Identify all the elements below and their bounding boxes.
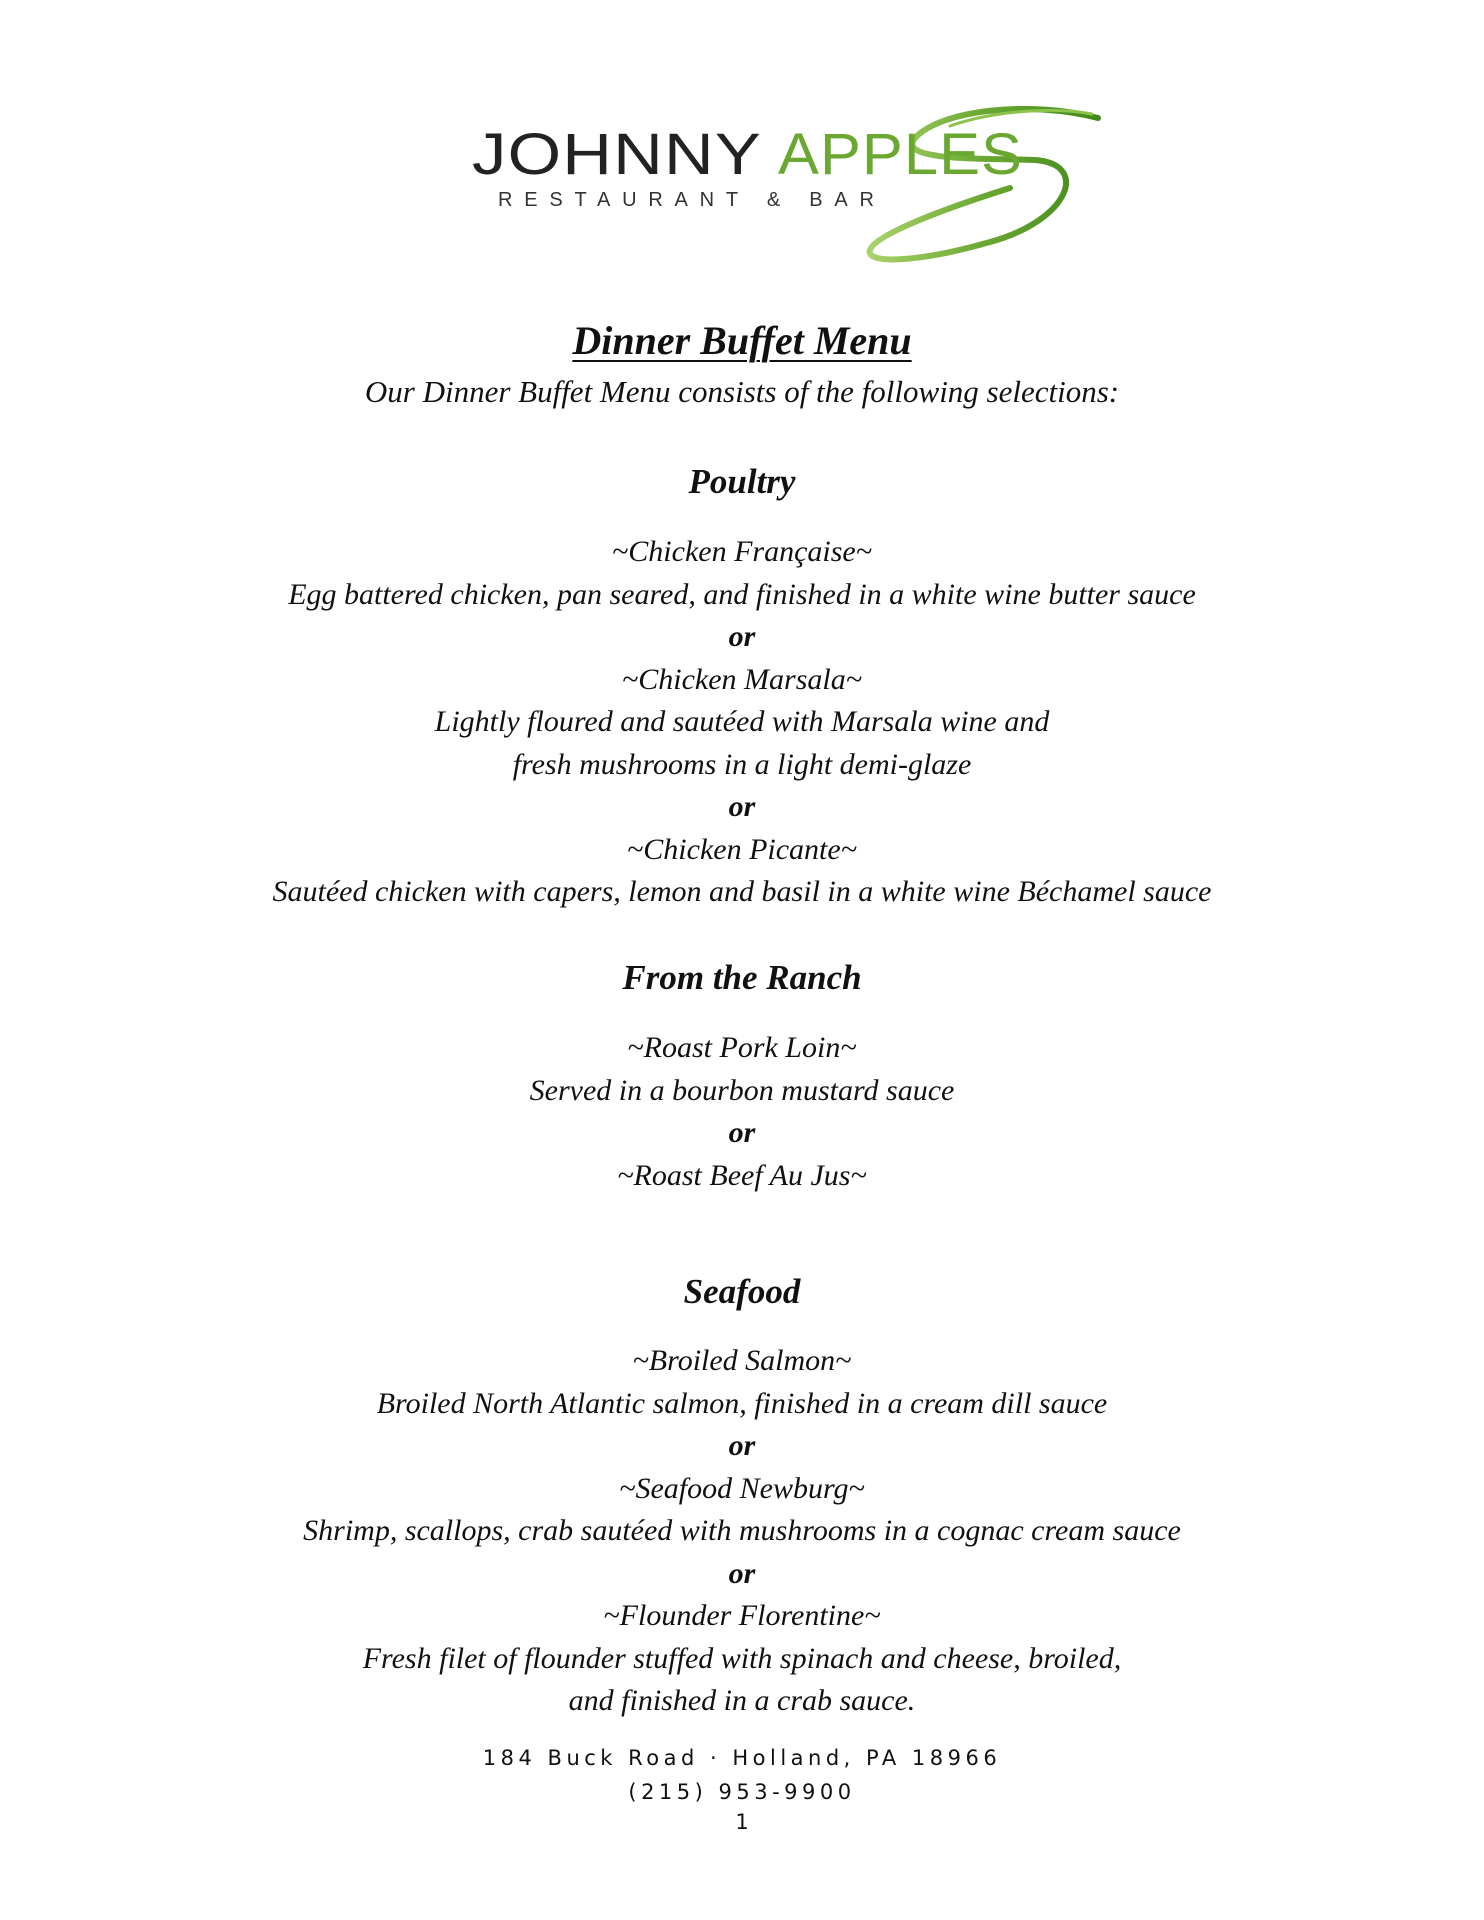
section-heading-seafood: Seafood	[683, 1272, 801, 1311]
restaurant-logo	[470, 100, 1110, 270]
section-heading-ranch: From the Ranch	[622, 958, 862, 997]
menu-item-description: and finished in a crab sauce.	[568, 1684, 916, 1717]
menu-item-name: ~Roast Beef Au Jus~	[617, 1158, 867, 1192]
or-separator: or	[728, 1556, 756, 1590]
menu-item-description: Broiled North Atlantic salmon, finished in a cream dill sauce	[376, 1386, 1108, 1420]
section-seafood-items	[0, 1340, 1484, 1723]
logo-name-apples: APPLES	[778, 122, 1023, 187]
section-ranch-items	[0, 1027, 1484, 1197]
menu-item-name: ~Flounder Florentine~	[603, 1599, 881, 1632]
menu-item-name: ~Broiled Salmon~	[632, 1344, 852, 1377]
menu-intro: Our Dinner Buffet Menu consists of the following selections:	[364, 374, 1120, 409]
menu-item-description: Served in a bourbon mustard sauce	[529, 1073, 955, 1107]
menu-item-name: ~Chicken Marsala~	[622, 662, 862, 696]
menu-item-description: Egg battered chicken, pan seared, and finished in a white wine butter sauce	[288, 577, 1196, 611]
menu-item-name: ~Chicken Picante~	[627, 832, 857, 866]
footer-address: 184 Buck Road · Holland, PA 18966	[482, 1746, 1002, 1770]
or-separator: or	[728, 1429, 756, 1462]
menu-item-description: Lightly floured and sautéed with Marsala wine and	[434, 705, 1050, 738]
logo-tagline: RESTAURANT & BAR	[498, 189, 883, 211]
page-title	[0, 313, 1484, 369]
section-poultry-items	[0, 531, 1484, 914]
menu-item-name: ~Seafood Newburg~	[619, 1471, 865, 1505]
menu-item-name: ~Chicken Française~	[612, 535, 872, 568]
or-separator: or	[728, 790, 756, 823]
page-title-text: Dinner Buffet Menu	[572, 318, 912, 363]
section-heading-poultry: Poultry	[688, 462, 796, 501]
logo-graphic	[470, 100, 1110, 270]
or-separator: or	[728, 620, 756, 653]
logo-name-johnny: JOHNNY	[472, 122, 762, 187]
menu-item-description: Shrimp, scallops, crab sautéed with mushrooms in a cognac cream sauce	[303, 1514, 1181, 1547]
menu-item-name: ~Roast Pork Loin~	[627, 1031, 857, 1064]
footer-phone: (215) 953-9900	[628, 1780, 856, 1804]
menu-item-description: Sautéed chicken with capers, lemon and basil in a white wine Béchamel sauce	[272, 875, 1212, 908]
page-number: 1	[735, 1810, 749, 1834]
or-separator: or	[728, 1116, 756, 1149]
menu-item-description: fresh mushrooms in a light demi-glaze	[512, 747, 972, 781]
menu-item-description: Fresh filet of flounder stuffed with spinach and cheese, broiled,	[362, 1641, 1122, 1675]
